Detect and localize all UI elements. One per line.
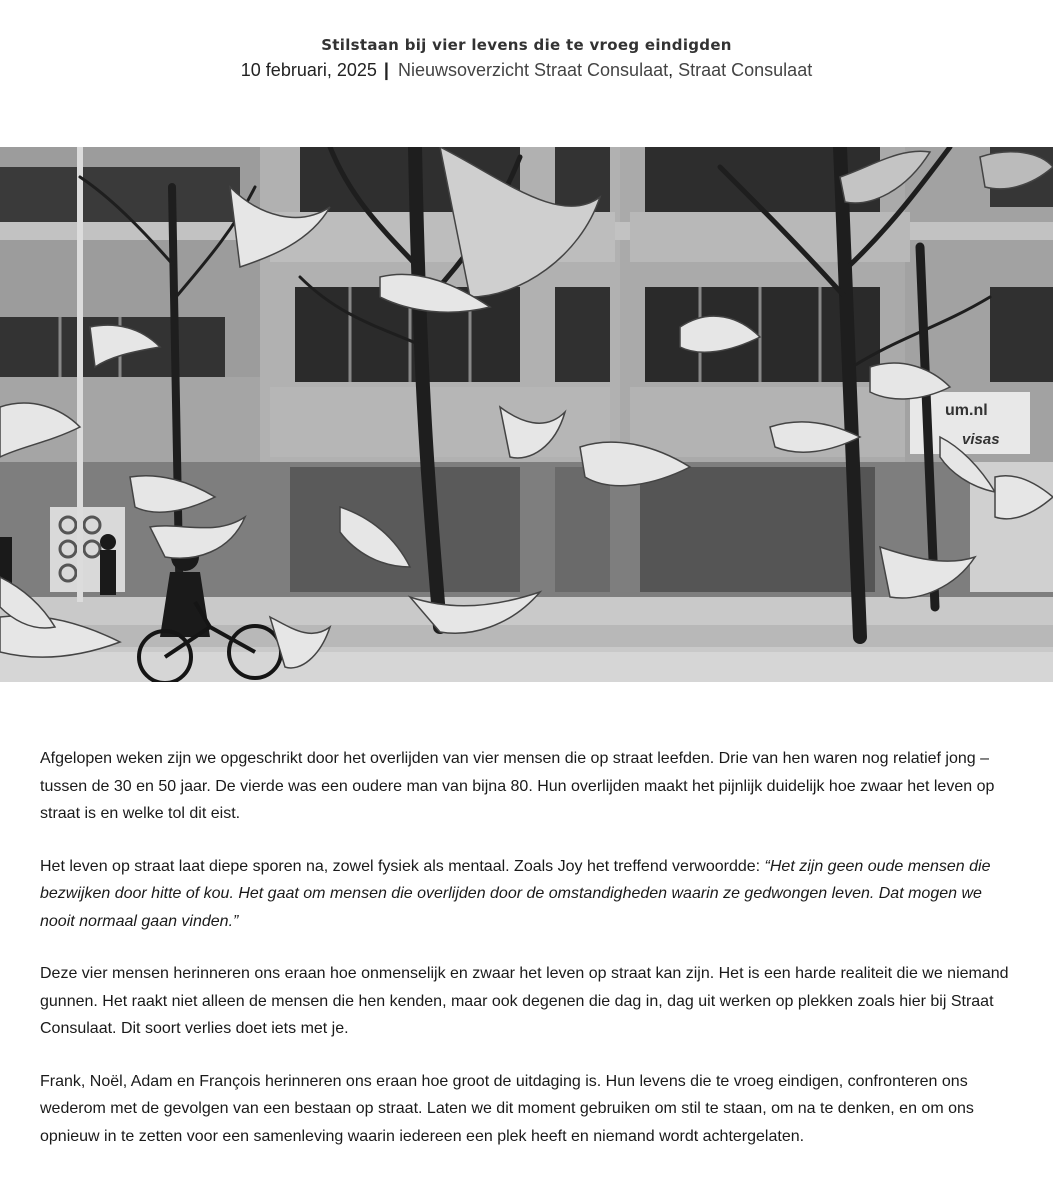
category-link-straat-consulaat[interactable]: Straat Consulaat [678,60,813,80]
sign-text-top: um.nl [945,402,988,419]
paragraph-4-text: Frank, Noël, Adam en François herinneren ons eraan hoe groot de uitdaging is. Hun levens die te vroeg eindigen, confronteren ons wederom met de gevolgen van een bestaan op straat. Laten we dit moment gebruiken om stil te staan, om na te denken, en om ons opnieuw in te zetten voor een samenleving waarin iedereen een plek heeft en niemand wordt achtergelaten. [40,1072,974,1145]
paragraph-1-text: Afgelopen weken zijn we opgeschrikt door het overlijden van vier mensen die op straat leefden. Drie van hen waren nog relatief jong – tussen de 30 en 50 jaar. De vierde was een oudere man van bijna 80. Hun overlijden maakt het pijnlijk duidelijk hoe zwaar het leven op straat is en welke tol dit eist. [40,750,995,822]
category-link-nieuwsoverzicht[interactable]: Nieuwsoverzicht Straat Consulaat [397,60,669,80]
hero-image [0,147,1053,682]
sign-text-bottom: visas [962,431,1000,448]
post-title: Stilstaan bij vier levens die te vroeg eindigden [321,36,732,55]
paragraph-1 [40,745,1010,828]
paragraph-2 [40,853,1010,936]
pigeons-street-photo [0,147,1053,682]
joy-quote: “Het zijn geen oude mensen die bezwijken door hitte of kou. Het gaat om mensen die overlijden door de omstandigheden waarin ze gedwongen leven. Dat mogen we nooit normaal gaan vinden.” [40,857,991,930]
paragraph-3 [40,960,1010,1043]
paragraph-4 [40,1068,1010,1151]
meta-separator: | [383,60,389,80]
article-body [40,745,1010,1175]
category-comma: , [668,60,674,80]
paragraph-2-text: Het leven op straat laat diepe sporen na, zowel fysiek als mentaal. Zoals Joy het treffend verwoordde: [40,857,765,875]
paragraph-3-text: Deze vier mensen herinneren ons eraan hoe onmenselijk en zwaar het leven op straat kan zijn. Het is een harde realiteit die we niemand gunnen. Het raakt niet alleen de mensen die hen kenden, maar ook degenen die dag in, dag uit werken op plekken zoals hier bij Straat Consulaat. Dit soort verlies doet iets met je. [40,965,1009,1037]
post-meta [0,60,1053,81]
post-date: 10 februari, 2025 [240,60,377,80]
